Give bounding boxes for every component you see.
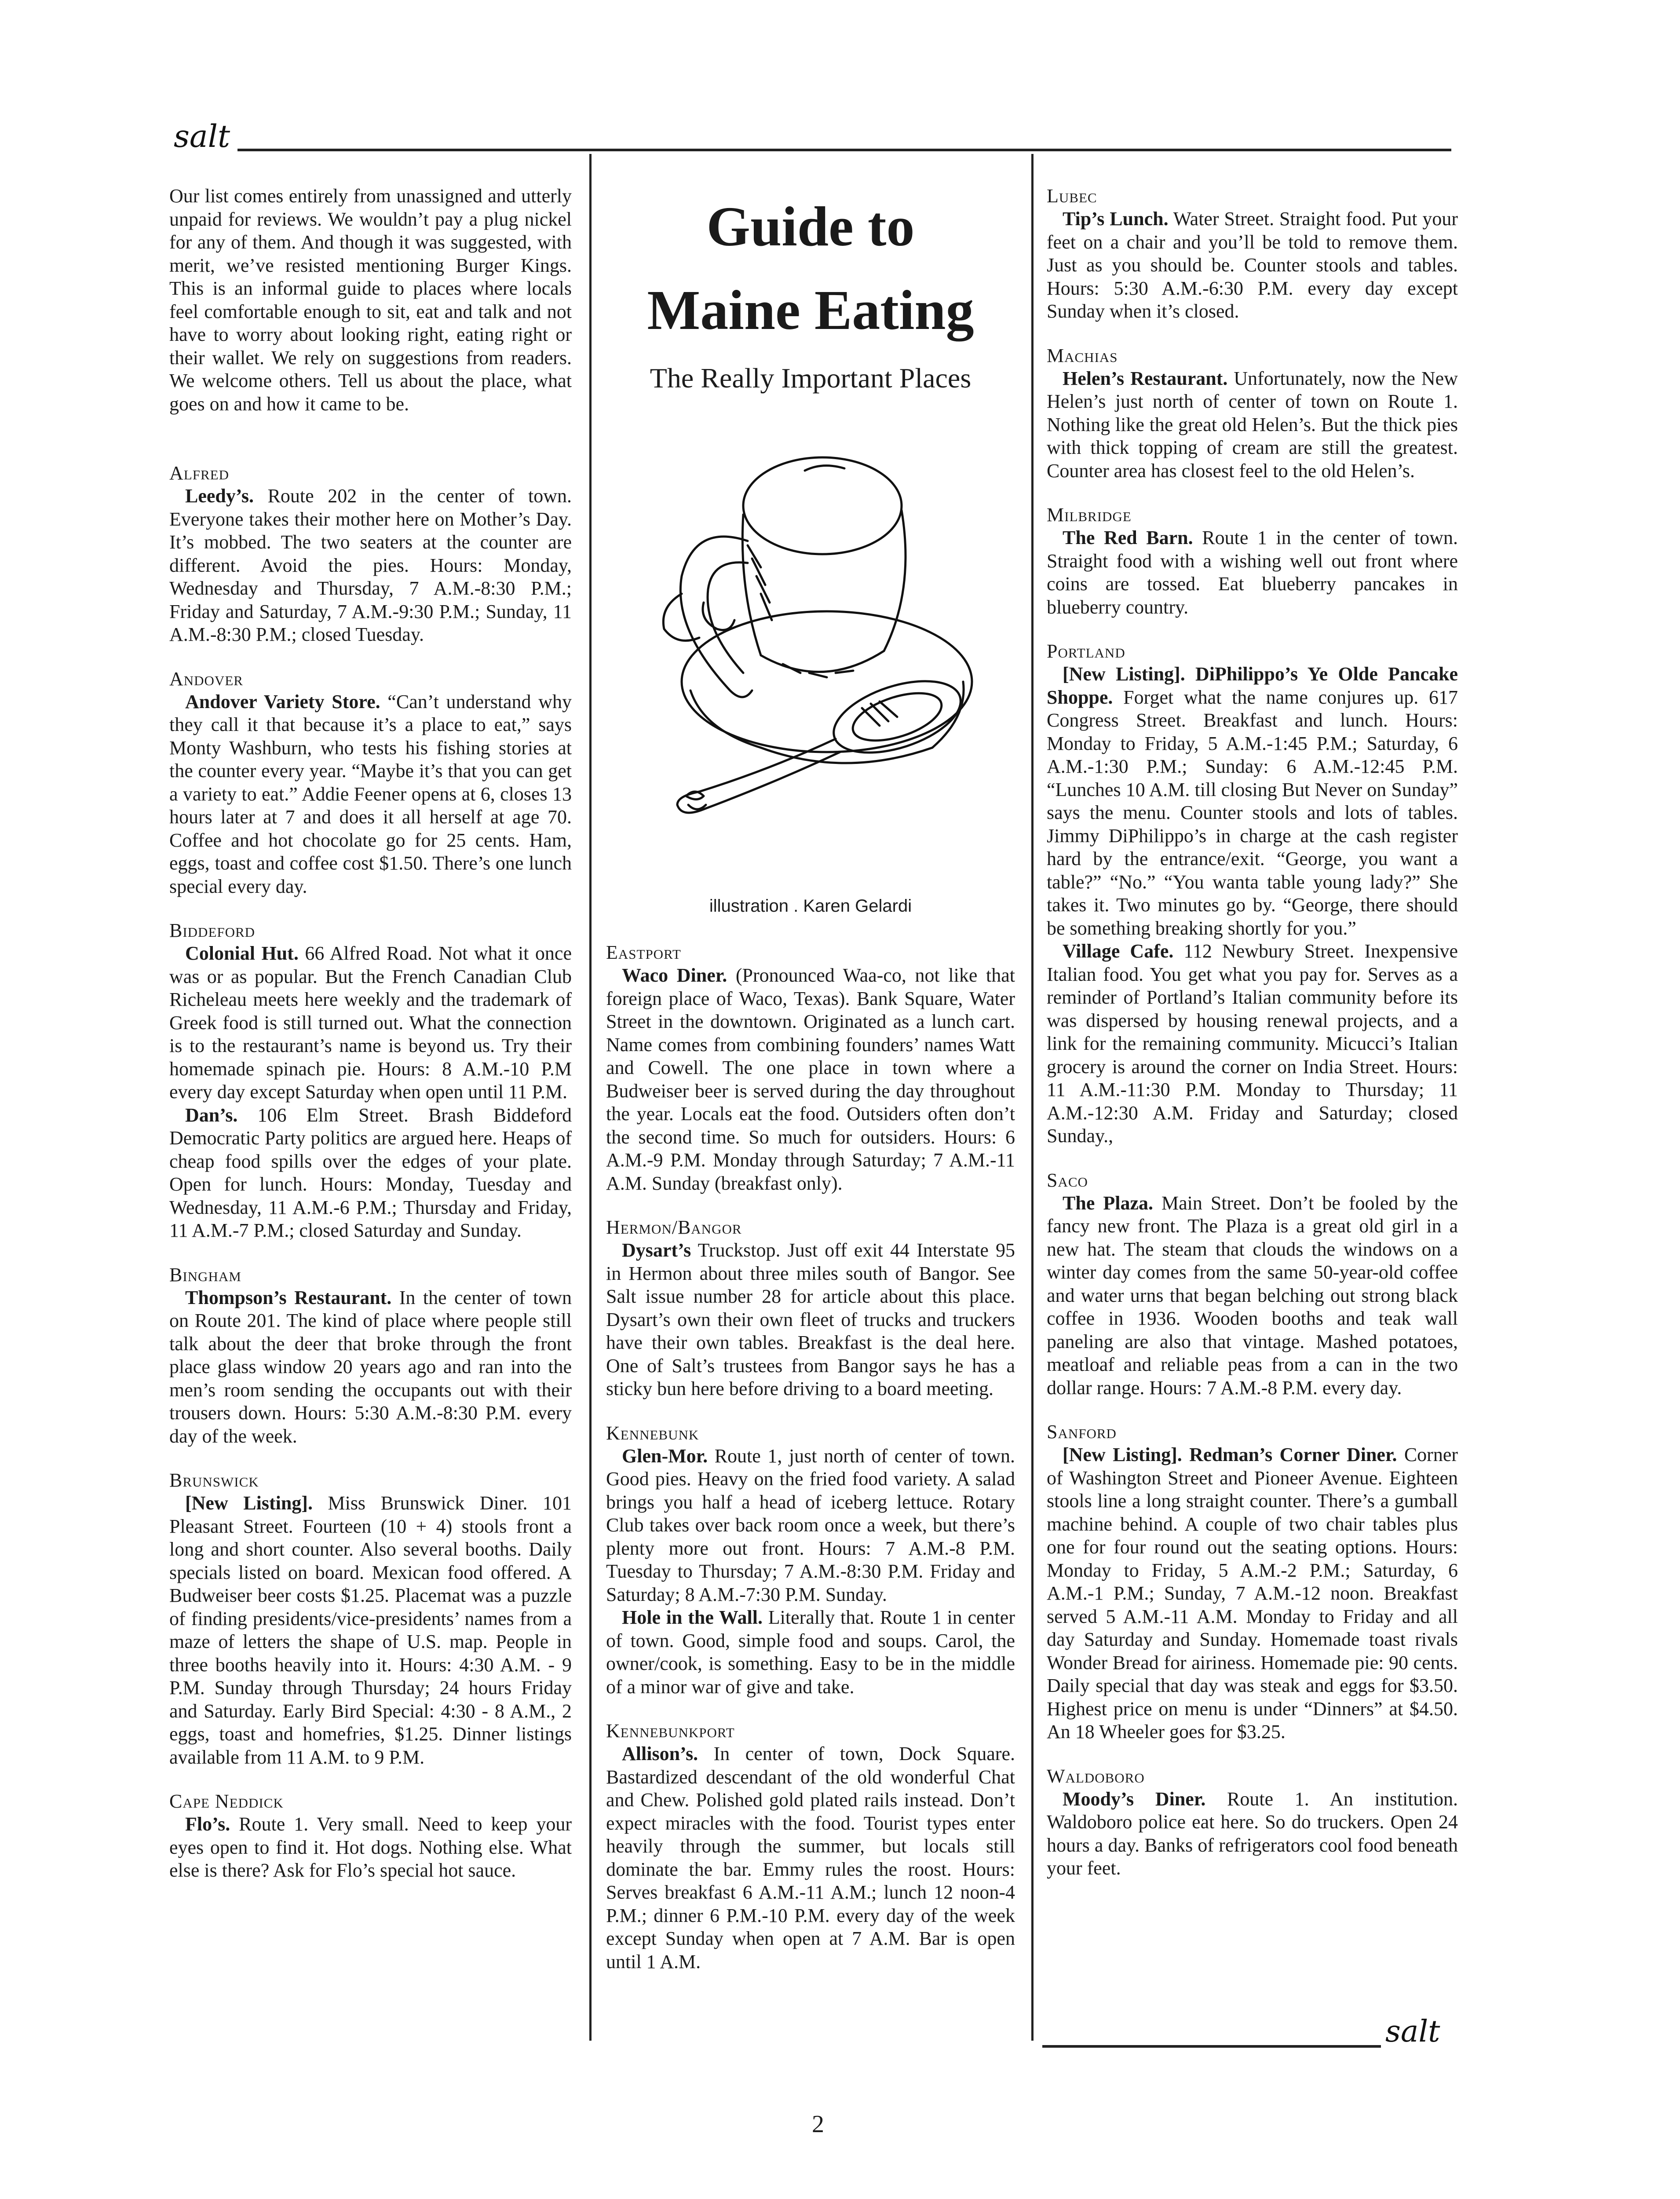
page-title	[606, 185, 1015, 352]
restaurant-entry	[606, 964, 1015, 1195]
restaurant-entry	[1047, 1443, 1458, 1744]
restaurant-description: Truckstop. Just off exit 44 Interstate 95 in Hermon about three miles south of Bangor. See Salt issue number 28 for article about this place. Dysart’s own their own fleet of trucks and truckers have their own tables. Breakfast is the deal here. One of Salt’s trustees from Bangor says he has a sticky bun here before driving to a board meeting.	[606, 1239, 1015, 1399]
restaurant-description: Unfortunately, now the New Helen’s just north of center of town on Route 1. Nothing like the great old Helen’s. But the thick pies with thick topping of cream are still the greatest. Counter area has closest feel to the old Helen’s.	[1047, 367, 1458, 482]
restaurant-description: 66 Alfred Road. Not what it once was or as popular. But the French Canadian Club Richeleau meets here weekly and the trademark of Greek food is still turned out. What the connection is to the restaurant’s name is beyond us. Try their homemade spinach pie. Hours: 8 A.M.-10 P.M every day except Saturday when open until 11 P.M.	[169, 942, 572, 1103]
city-section	[1047, 1765, 1458, 1880]
city-heading: Kennebunk	[606, 1422, 699, 1444]
city-heading: Milbridge	[1047, 504, 1132, 526]
title-line-2: Maine Eating	[647, 279, 974, 341]
city-heading: Brunswick	[169, 1469, 259, 1491]
restaurant-description: Forget what the name conjures up. 617 Congress Street. Breakfast and lunch. Hours: Monday to Friday, 5 A.M.-1:45 P.M.; Saturday, 6 A.M.-1:30 P.M.; Sunday: 6 A.M.-12:45 P.M. “Lunches 10 A.M. till closing But Never on Sunday” says the menu. Counter stools and lots of tables. Jimmy DiPhilippo’s in charge at the cash register hard by the entrance/exit. “George, you want a table?” “No.” “You wanta table young lady?” She takes it. Two minutes go by. “George, there should be something breaking shortly for you.”	[1047, 686, 1458, 939]
restaurant-entry	[1047, 526, 1458, 619]
city-heading: Kennebunkport	[606, 1720, 735, 1742]
city-section	[169, 919, 572, 1242]
illustration-caption: illustration . Karen Gelardi	[709, 896, 912, 916]
restaurant-description: In the center of town on Route 201. The kind of place where people still talk about the deer that broke through the front place glass window 20 years ago and ran into the men’s room sending the occupants out with their trousers down. Hours: 5:30 A.M.-8:30 P.M. every day of the week.	[169, 1286, 572, 1447]
restaurant-description: Route 1. An institution. Waldoboro police eat here. So do truckers. Open 24 hours a day. Banks of refrigerators cool food beneath your feet.	[1047, 1788, 1458, 1879]
restaurant-description: Route 1, just north of center of town. Good pies. Heavy on the fried food variety. A salad brings you half a head of iceberg lettuce. Rotary Club takes over back room once a week, but there’s plenty more out front. Hours: 7 A.M.-8 P.M. Tuesday to Thursday; 7 A.M.-8:30 P.M. Friday and Saturday; 8 A.M.-7:30 P.M. Sunday.	[606, 1445, 1015, 1605]
column-2-listings	[606, 941, 1015, 1973]
city-section	[169, 1264, 572, 1448]
column-3-listings	[1047, 185, 1458, 1880]
salt-logo-top: salt	[174, 118, 230, 154]
city-heading: Biddeford	[169, 920, 256, 941]
restaurant-entry	[1047, 367, 1458, 483]
mug-and-spoon-illustration	[616, 444, 1012, 884]
restaurant-description: Route 202 in the center of town. Everyone takes their mother here on Mother’s Day. It’s mobbed. The two seaters at the counter are different. Avoid the pies. Hours: Monday, Wednesday and Thursday, 7 A.M.-8:30 P.M.; Friday and Saturday, 7 A.M.-9:30 P.M.; Sunday, 11 A.M.-8:30 P.M.; closed Tuesday.	[169, 485, 572, 645]
restaurant-name: Leedy’s.	[185, 485, 254, 507]
city-heading: Waldoboro	[1047, 1765, 1145, 1787]
title-block	[606, 185, 1015, 396]
restaurant-name: The Red Barn.	[1063, 527, 1193, 548]
city-section	[169, 1469, 572, 1769]
city-section	[1047, 344, 1458, 483]
city-section	[1047, 1421, 1458, 1744]
restaurant-name: Village Cafe.	[1063, 940, 1174, 962]
column-1-listings	[169, 462, 572, 1882]
restaurant-entry	[606, 1742, 1015, 1973]
column-divider-left	[589, 154, 592, 2041]
page-subtitle: The Really Important Places	[650, 362, 971, 394]
restaurant-entry	[169, 1492, 572, 1769]
city-section	[606, 941, 1015, 1195]
column-1	[169, 185, 572, 1903]
restaurant-description: “Can’t understand why they call it that because it’s a place to eat,” says Monty Washburn, who tests his fishing stories at the counter every year. “Maybe it’s that you can get a variety to eat.” Addie Feener opens at 6, closes 13 hours later at 7 and does it all herself at age 70. Coffee and hot chocolate go for 25 cents. Ham, eggs, toast and coffee cost $1.50. There’s one lunch special every day.	[169, 690, 572, 897]
city-section	[169, 1790, 572, 1882]
city-section	[1047, 504, 1458, 619]
restaurant-entry	[1047, 1788, 1458, 1880]
city-heading: Andover	[169, 668, 243, 690]
city-heading: Saco	[1047, 1169, 1088, 1191]
column-2	[606, 941, 1015, 1994]
restaurant-description: Main Street. Don’t be fooled by the fancy new front. The Plaza is a great old girl in a new hat. The steam that clouds the windows on a winter day comes from the same 50-year-old coffee and water urns that began belching out strong black coffee in 1936. Wooden booths and teak wall paneling are also that vintage. Mashed potatoes, meatloaf and reliable peas from a can in the two dollar range. Hours: 7 A.M.-8 P.M. every day.	[1047, 1192, 1458, 1399]
restaurant-name: [New Listing].	[185, 1492, 313, 1514]
restaurant-entry	[169, 942, 572, 1104]
restaurant-name: Colonial Hut.	[185, 942, 299, 964]
city-heading: Eastport	[606, 942, 681, 963]
restaurant-description: In center of town, Dock Square. Bastardized descendant of the old wonderful Chat and Chew. Polished gold plated rails instead. Don’t expect miracles with the food. Tourist types enter heavily through the summer, but locals still dominate the bar. Emmy rules the roost. Hours: Serves breakfast 6 A.M.-11 A.M.; lunch 12 noon-4 P.M.; dinner 6 P.M.-10 P.M. every day of the week except Sunday when open at 7 A.M. Bar is open until 1 A.M.	[606, 1743, 1015, 1973]
restaurant-name: Dan’s.	[185, 1104, 238, 1126]
restaurant-description: Literally that. Route 1 in center of town. Good, simple food and soups. Carol, the owner/cook, is something. Easy to be in the middle of a minor war of give and take.	[606, 1607, 1015, 1698]
city-section	[1047, 185, 1458, 323]
city-heading: Portland	[1047, 640, 1125, 662]
restaurant-entry	[169, 485, 572, 647]
restaurant-entry	[606, 1239, 1015, 1401]
restaurant-entry	[606, 1445, 1015, 1607]
restaurant-name: Thompson’s Restaurant.	[185, 1286, 392, 1308]
page-number: 2	[812, 2111, 824, 2138]
restaurant-entry	[606, 1606, 1015, 1699]
restaurant-name: Helen’s Restaurant.	[1063, 367, 1228, 389]
restaurant-description: 112 Newbury Street. Inexpensive Italian food. You get what you pay for. Serves as a reminder of Portland’s Italian community before its was dispersed by housing renewal projects, and a link for the remaining community. Micucci’s Italian grocery is around the corner on India Street. Hours: 11 A.M.-11:30 P.M. Monday to Thursday; 11 A.M.-12:30 A.M. Friday and Saturday; closed Sunday.,	[1047, 940, 1458, 1147]
city-heading: Hermon/Bangor	[606, 1216, 742, 1238]
city-section	[1047, 640, 1458, 1148]
city-heading: Sanford	[1047, 1421, 1117, 1443]
restaurant-name: Moody’s Diner.	[1063, 1788, 1206, 1810]
city-section	[606, 1422, 1015, 1699]
restaurant-entry	[1047, 940, 1458, 1148]
city-section	[606, 1720, 1015, 1973]
bottom-rule	[1042, 2045, 1381, 2048]
city-section	[169, 668, 572, 899]
restaurant-description: Route 1 in the center of town. Straight food with a wishing well out front where coins are tossed. Eat blueberry pancakes in blueberry country.	[1047, 527, 1458, 618]
city-heading: Machias	[1047, 344, 1118, 366]
restaurant-entry	[1047, 208, 1458, 323]
restaurant-description: (Pronounced Waa-co, not like that foreign place of Waco, Texas). Bank Square, Water Street in the downtown. Originated as a lunch cart. Name comes from combining founders’ names Watt and Cowell. The one place in town where a Budweiser beer is served during the day throughout the year. Locals eat the food. Outsiders often don’t the second time. So much for outsiders. Hours: 6 A.M.-9 P.M. Monday through Saturday; 7 A.M.-11 A.M. Sunday (breakfast only).	[606, 964, 1015, 1194]
salt-logo-bottom: salt	[1385, 2014, 1440, 2049]
column-divider-right	[1031, 154, 1034, 2041]
restaurant-name: The Plaza.	[1063, 1192, 1153, 1214]
intro-paragraph: Our list comes entirely from unassigned and utterly unpaid for reviews. We wouldn’t pay a plug nickel for any of them. And though it was suggested, with merit, we’ve resisted mentioning Burger Kings. This is an informal guide to places where locals feel comfortable enough to sit, eat and talk and not have to worry about looking right, eating right or their wallet. We rely on suggestions from readers. We welcome others. Tell us about the place, what goes on and how it came to be.	[169, 185, 572, 415]
restaurant-entry	[169, 1104, 572, 1242]
restaurant-entry	[169, 1286, 572, 1448]
restaurant-name: Allison’s.	[622, 1743, 698, 1764]
city-section	[606, 1216, 1015, 1401]
top-rule	[237, 149, 1451, 151]
city-heading: Alfred	[169, 462, 229, 484]
restaurant-entry	[169, 690, 572, 899]
restaurant-description: Route 1. Very small. Need to keep your eyes open to find it. Hot dogs. Nothing else. What else is there? Ask for Flo’s special hot sauce.	[169, 1813, 572, 1881]
restaurant-name: [New Listing]. Redman’s Corner Diner.	[1063, 1444, 1397, 1465]
column-3	[1047, 185, 1458, 1901]
city-heading: Lubec	[1047, 185, 1097, 207]
restaurant-name: Flo’s.	[185, 1813, 230, 1835]
title-line-1: Guide to	[706, 195, 915, 258]
restaurant-description: 106 Elm Street. Brash Biddeford Democratic Party politics are argued here. Heaps of cheap food spills over the edges of your plate. Open for lunch. Hours: Monday, Tuesday and Wednesday, 11 A.M.-6 P.M.; Thursday and Friday, 11 A.M.-7 P.M.; closed Saturday and Sunday.	[169, 1104, 572, 1241]
restaurant-entry	[1047, 1192, 1458, 1400]
restaurant-name: Waco Diner.	[622, 964, 727, 986]
restaurant-name: Tip’s Lunch.	[1063, 208, 1169, 230]
restaurant-description: Miss Brunswick Diner. 101 Pleasant Street. Fourteen (10 + 4) stools front a long and short counter. Also several booths. Daily specials listed on board. Mexican food offered. A Budweiser beer costs $1.25. Placemat was a puzzle of finding presidents/vice-presidents’ names from a maze of letters the shape of U.S. map. People in three booths heavily into it. Hours: 4:30 A.M. - 9 P.M. Sunday through Thursday; 24 hours Friday and Saturday. Early Bird Special: 4:30 - 8 A.M., 2 eggs, toast and homefries, $1.25. Dinner listings available from 11 A.M. to 9 P.M.	[169, 1492, 572, 1768]
restaurant-name: [New Listing]. DiPhilippo’s Ye Olde Pancake Shoppe.	[1047, 663, 1458, 708]
restaurant-name: Hole in the Wall.	[622, 1607, 763, 1628]
restaurant-name: Andover Variety Store.	[185, 690, 380, 712]
restaurant-description: Water Street. Straight food. Put your feet on a chair and you’ll be told to remove them. Just as you should be. Counter stools and tables. Hours: 5:30 A.M.-6:30 P.M. every day except Sunday when it’s closed.	[1047, 208, 1458, 322]
restaurant-description: Corner of Washington Street and Pioneer Avenue. Eighteen stools line a long straight counter. There’s a gumball machine behind. A couple of two chair tables plus one for four round out the seating options. Hours: Monday to Friday, 5 A.M.-2 P.M.; Saturday, 6 A.M.-1 P.M.; Sunday, 7 A.M.-12 noon. Breakfast served 5 A.M.-11 A.M. Monday to Friday and all day Saturday and Sunday. Homemade toast rivals Wonder Bread for airiness. Homemade pie: 90 cents. Daily special that day was steak and eggs for $3.50. Highest price on menu is under “Dinners” at $4.50. An 18 Wheeler goes for $3.25.	[1047, 1444, 1458, 1742]
city-section	[169, 462, 572, 647]
restaurant-entry	[1047, 663, 1458, 940]
restaurant-name: Glen-Mor.	[622, 1445, 708, 1467]
restaurant-name: Dysart’s	[622, 1239, 691, 1261]
city-heading: Bingham	[169, 1264, 241, 1286]
city-heading: Cape Neddick	[169, 1790, 284, 1812]
city-section	[1047, 1169, 1458, 1400]
restaurant-entry	[169, 1813, 572, 1882]
